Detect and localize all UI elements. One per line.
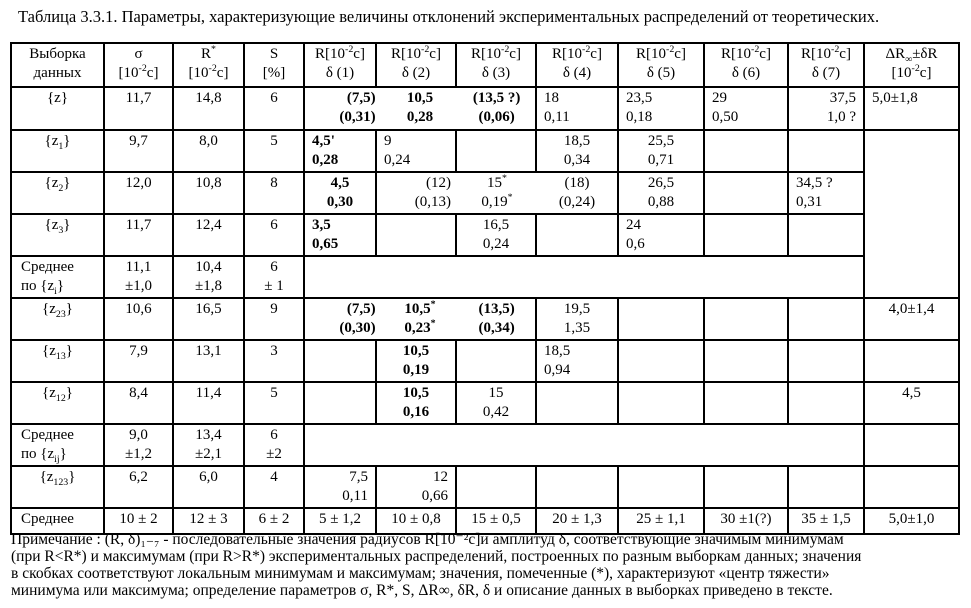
table-cell [618,340,704,382]
table-cell: 6,2 [104,466,173,508]
row-label: {z} [11,87,104,130]
table-cell: 18 0,11 [536,87,618,130]
table-cell: 25 ± 1,1 [618,508,704,534]
table-cell: 18,5 0,94 [536,340,618,382]
column-header: R* $[10^{-2}c]$ [173,43,244,87]
table-cell: 13,1 [173,340,244,382]
table-cell: (7,5) (0,30) [339,301,376,336]
table-cell: 3 [244,340,304,382]
footnote-line: в скобках соответствуют локальным минимумам и максимумам; значения, помеченные (*), характеризуют «центр тяжести» [11,565,830,582]
table-cell: 10,5 0,28 [406,90,434,125]
table-cell: 12,4 [173,214,244,256]
table-cell [456,340,536,382]
column-header: $R[10^{-2}c]$ δ (1) [304,43,376,87]
table-cell: 9 0,24 [376,130,456,172]
table-cell: 4,5' 0,28 [304,130,376,172]
table-cell [456,130,536,172]
column-header: Выборка данных [11,43,104,87]
table-cell [618,382,704,424]
table-cell: 35 ± 1,5 [788,508,864,534]
table-cell [864,340,959,382]
table-cell: 5,0±1,0 [864,508,959,534]
table-cell: 7,5 0,11 [304,466,376,508]
table-cell [536,214,618,256]
column-header: $R[10^{-2}c]$ δ (4) [536,43,618,87]
table-cell [618,298,704,340]
row-label: $\{z_3\}$ [11,214,104,256]
row-label: Среднее по $\{z_i\}$ [11,256,104,298]
table-cell: 16,5 [173,298,244,340]
table-cell [704,382,788,424]
table-cell: 15 ± 0,5 [456,508,536,534]
table-cell: 6 ± 1 [244,256,304,298]
row-label: $\{z_{123}\}$ [11,466,104,508]
table-cell: 10 ± 2 [104,508,173,534]
table-cell: 5,0±1,8 [864,87,959,130]
footnote-line: (при R<R*) и максимумам (при R>R*) экспериментальных распределений, построенных по разным выборкам данных; значения [11,548,862,565]
table-cell: 5 [244,130,304,172]
table-cell: 6,0 [173,466,244,508]
table-cell: 16,5 0,24 [456,214,536,256]
table-cell: 11,7 [104,214,173,256]
table-cell [618,466,704,508]
column-header: $R[10^{-2}c]$ δ (6) [704,43,788,87]
row-label: $\{z_{13}\}$ [11,340,104,382]
table-cell [788,298,864,340]
column-header: $R[10^{-2}c]$ δ (2) [376,43,456,87]
table-cell: 8,4 [104,382,173,424]
table-cell: 4,5 [864,382,959,424]
table-cell [304,382,376,424]
table-cell: 4,5 0,30 [304,172,376,214]
table-cell: 4 [244,466,304,508]
table-cell [704,130,788,172]
table-cell: 11,1 ±1,0 [104,256,173,298]
table-row [11,466,959,508]
column-header: S [%] [244,43,304,87]
table-cell: 19,5 1,35 [536,298,618,340]
column-header: $R[10^{-2}c]$ δ (3) [456,43,536,87]
table-cell [704,214,788,256]
cell-group [304,298,536,340]
table-cell: 10,4 ±1,8 [173,256,244,298]
table-cell: 8,0 [173,130,244,172]
table-cell [304,256,864,298]
column-header: σ $[10^{-2}c]$ [104,43,173,87]
row-label: $\{z_2\}$ [11,172,104,214]
table-cell: 9 [244,298,304,340]
footnote-line: минимума или максимума; определение параметров σ, R*, S, ΔR∞, δR, δ и описание данных в выборках приведено в тексте. [11,582,833,599]
table-row [11,87,959,130]
table-cell [704,340,788,382]
table-cell: 10,8 [173,172,244,214]
footnote [11,531,963,599]
row-label: Среднее по $\{z_{ij}\}$ [11,424,104,466]
table-cell [536,466,618,508]
table-cell [788,340,864,382]
table-cell: 8 [244,172,304,214]
table-cell: 5 [244,382,304,424]
table-cell [788,382,864,424]
table-cell [704,466,788,508]
footnote-line: Примечание : (R, δ)₁₋₇ - последовательные значения радиусов R[10⁻²c]и амплитуд δ, соответствующие значимым минимумам [11,531,844,548]
table-cell: (13,5) (0,34) [478,301,515,336]
table-cell [788,466,864,508]
table-cell: 10,6 [104,298,173,340]
table-cell [864,466,959,508]
table-cell: 25,5 0,71 [618,130,704,172]
table-cell: 20 ± 1,3 [536,508,618,534]
table-cell: 3,5 0,65 [304,214,376,256]
column-header: $R[10^{-2}c]$ δ (5) [618,43,704,87]
table-cell: 23,5 0,18 [618,87,704,130]
table-cell: 10,5* 0,23* [404,299,436,336]
table-cell: 7,9 [104,340,173,382]
table-cell [788,130,864,172]
column-header: $\Delta R_\infty\pm\delta R$ $[10^{-2}c]$ [864,43,959,87]
table-cell [304,340,376,382]
table-cell [864,130,959,298]
table-cell [788,214,864,256]
table-cell: 34,5 ? 0,31 [788,172,864,214]
table-cell: 6 [244,214,304,256]
row-label: Среднее [11,508,104,534]
table-cell: 12 0,66 [376,466,456,508]
table-cell: 5 ± 1,2 [304,508,376,534]
table-row [11,298,959,340]
table-cell: 10,5 0,19 [376,340,456,382]
table-cell [376,214,456,256]
row-label: $\{z_{12}\}$ [11,382,104,424]
table-cell [704,298,788,340]
cell-group [304,87,536,130]
table-row [11,340,959,382]
table-cell: 6 ± 2 [244,508,304,534]
column-header: $R[10^{-2}c]$ δ (7) [788,43,864,87]
table-cell: 9,0 ±1,2 [104,424,173,466]
table-cell [704,172,788,214]
table-row [11,172,959,214]
table-cell [304,424,864,466]
table-cell: 18,5 0,34 [536,130,618,172]
table-row [11,130,959,172]
table-cell: 6 ±2 [244,424,304,466]
table-cell: 10,5 0,16 [376,382,456,424]
table-row [11,256,959,298]
table-cell: (12) (0,13) [414,175,451,210]
table-cell: 9,7 [104,130,173,172]
table-cell: (13,5 ?) (0,06) [472,90,521,125]
table-cell: 12 ± 3 [173,508,244,534]
table-cell [456,466,536,508]
table-caption: Таблица 3.3.1. Параметры, характеризующие величины отклонений экспериментальных распределений от теоретических. [18,7,880,26]
table-cell [536,382,618,424]
table-cell: 30 ±1(?) [704,508,788,534]
table-cell [864,424,959,466]
table-cell: 11,4 [173,382,244,424]
table-cell: 24 0,6 [618,214,704,256]
cell-group [376,172,618,214]
table-cell: (18) (0,24) [558,175,596,210]
table-cell: 37,5 1,0 ? [788,87,864,130]
header-row [11,43,959,87]
parameters-table [10,42,960,535]
table-cell: (7,5) (0,31) [339,90,376,125]
table-cell: 11,7 [104,87,173,130]
table-cell: 26,5 0,88 [618,172,704,214]
table-cell: 12,0 [104,172,173,214]
table-row [11,382,959,424]
table-cell: 15* 0,19* [481,173,513,210]
table-row [11,214,959,256]
table-cell: 4,0±1,4 [864,298,959,340]
table-cell: 15 0,42 [456,382,536,424]
table-cell: 29 0,50 [704,87,788,130]
row-label: $\{z_1\}$ [11,130,104,172]
table-cell: 13,4 ±2,1 [173,424,244,466]
table-cell: 14,8 [173,87,244,130]
table-cell: 6 [244,87,304,130]
table-cell: 10 ± 0,8 [376,508,456,534]
row-label: $\{z_{23}\}$ [11,298,104,340]
table-row [11,424,959,466]
